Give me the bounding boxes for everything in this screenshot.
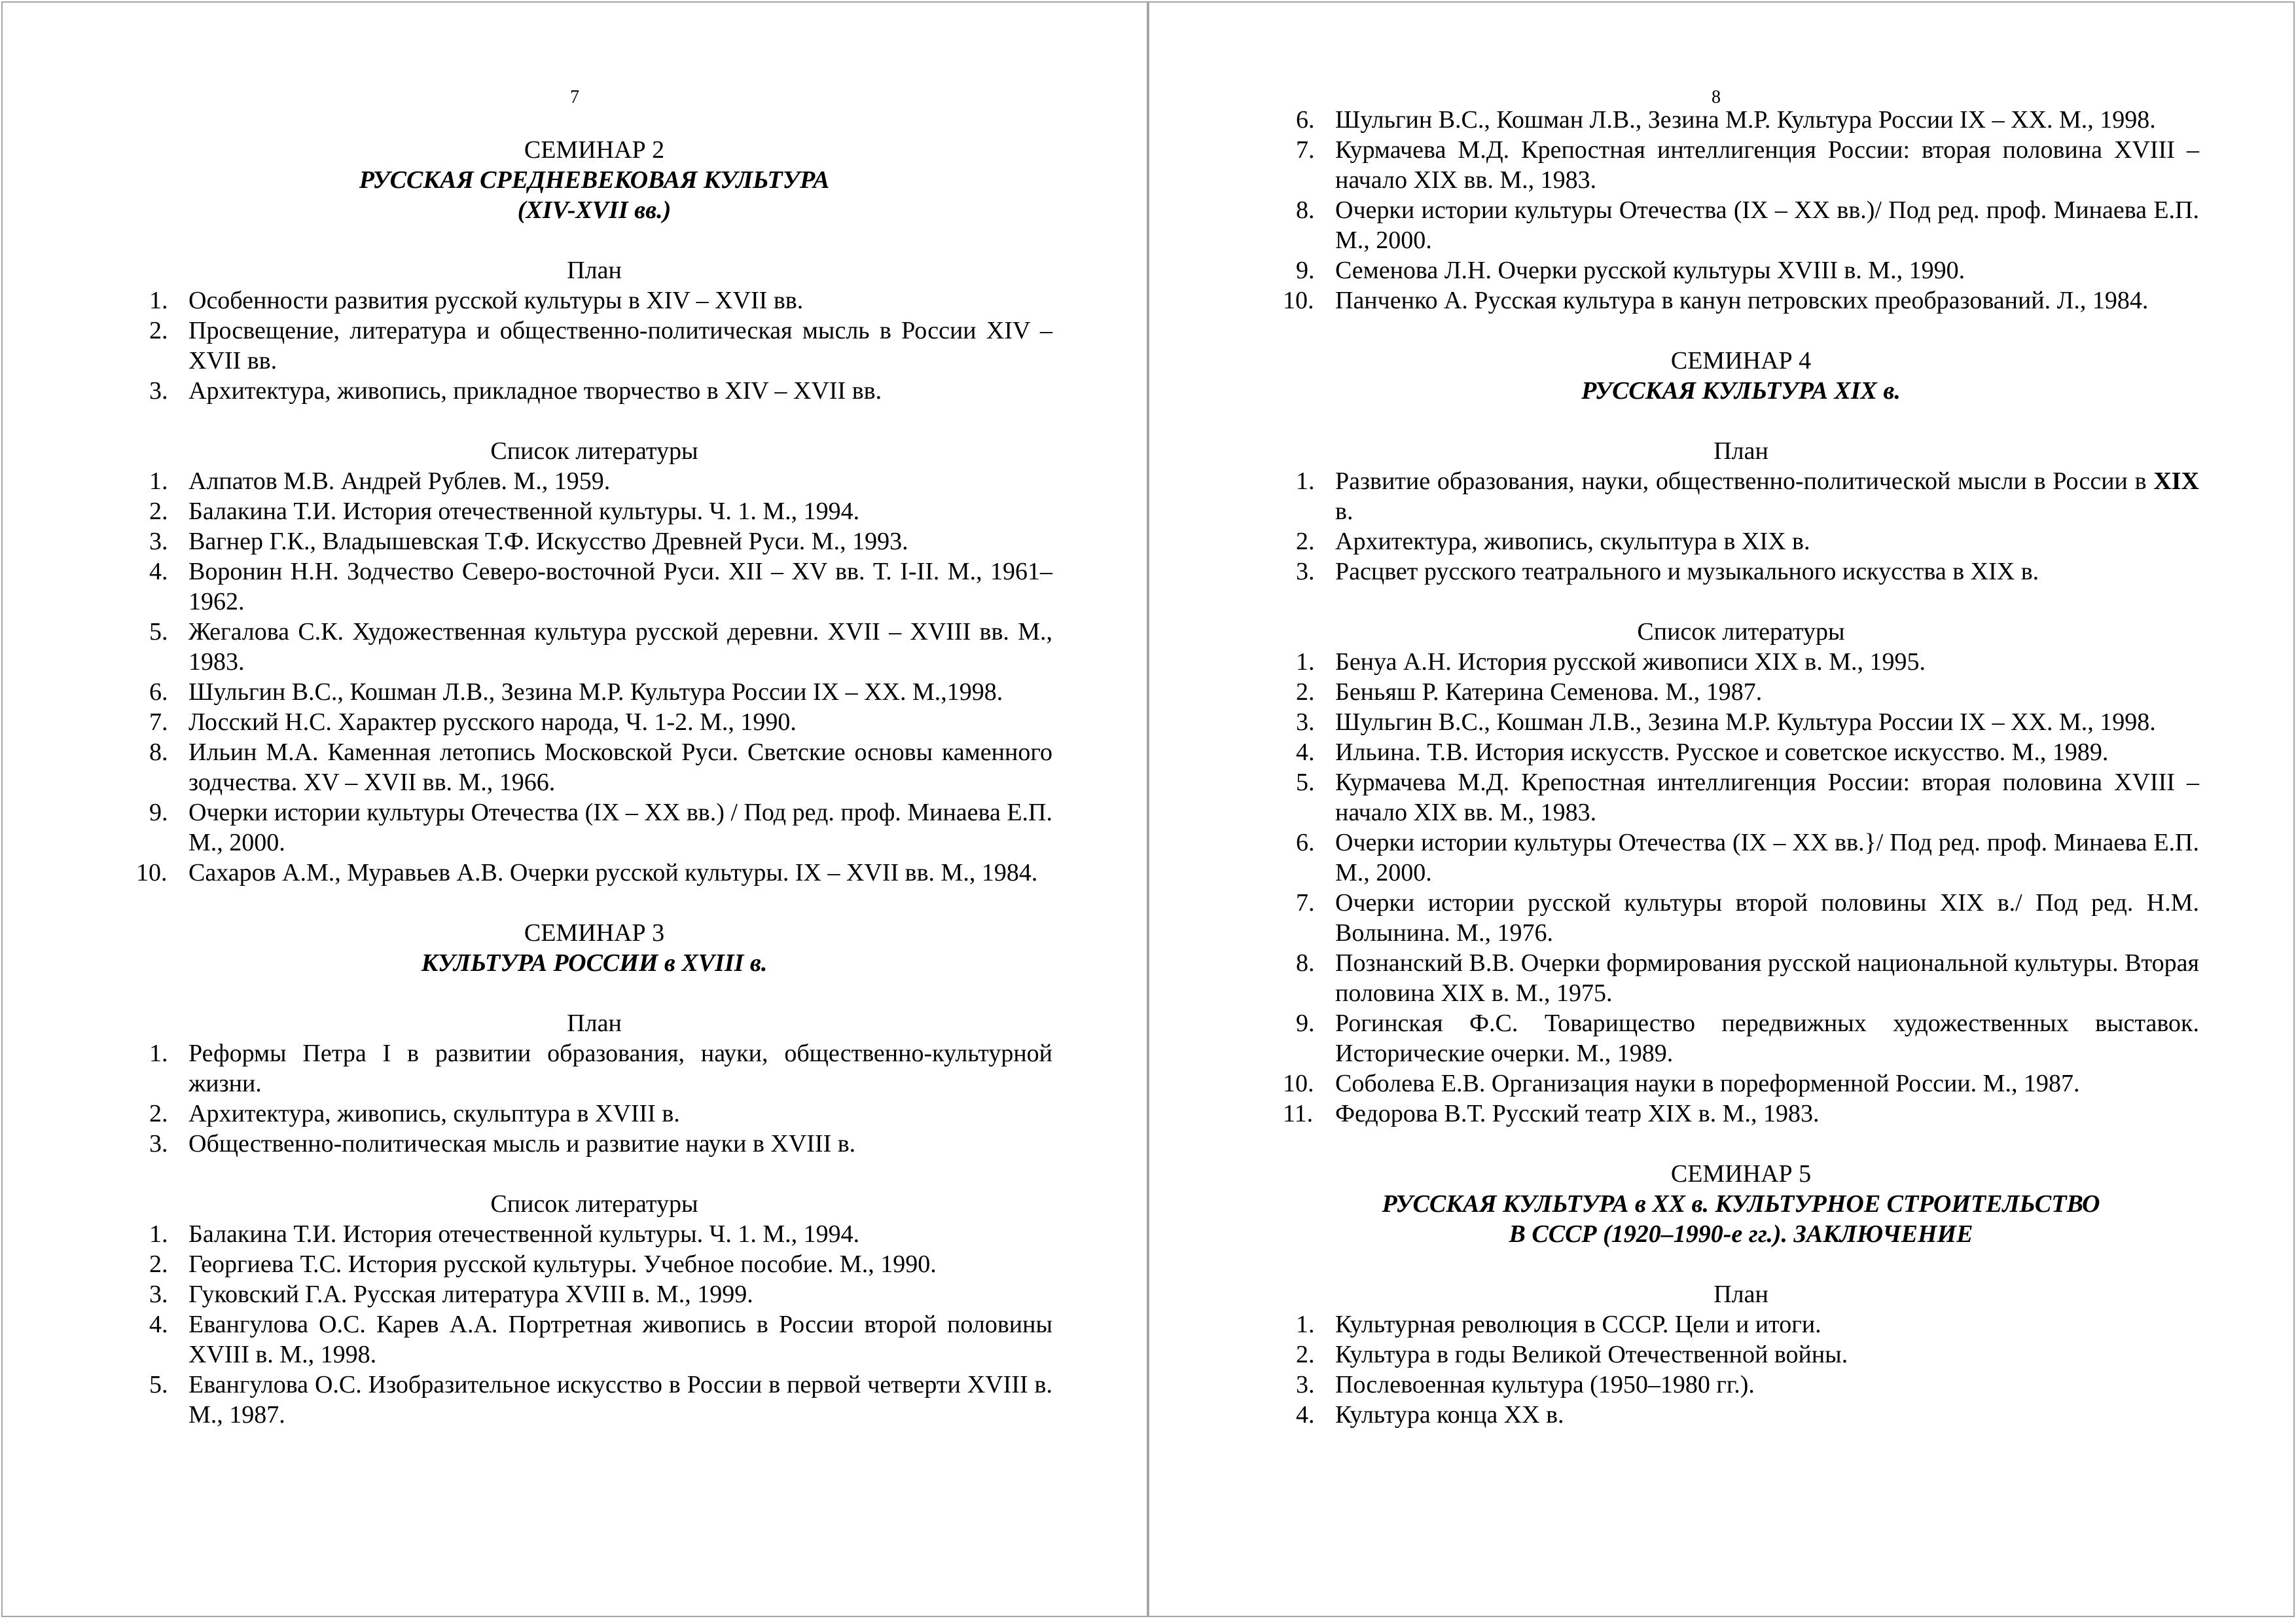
list-item (136, 858, 1052, 888)
item-text: Ильин М.А. Каменная летопись Московской Руси. Светские основы каменного зодчества. XV – XVII вв. М., 1966. (188, 739, 1052, 796)
item-text: Ильина. Т.В. История искусств. Русское и советское искусство. М., 1989. (1335, 739, 2109, 766)
seminar-heading: СЕМИНАР 5 (1670, 1160, 1812, 1188)
item-number: 4. (1296, 739, 1315, 766)
item-text: Познанский В.В. Очерки формирования русской национальной культуры. Вторая половина XIX в. М., 1975. (1335, 949, 2199, 1007)
item-text: Евангулова О.С. Изобразительное искусство в России в первой четверти XVIII в. М., 1987. (188, 1371, 1052, 1429)
item-text: Общественно-политическая мысль и развитие науки в XVIII в. (188, 1130, 856, 1158)
item-text: Очерки истории культуры Отечества (IX – XX вв.) / Под ред. проф. Минаева Е.П. М., 2000. (188, 799, 1052, 856)
item-text: Балакина Т.И. История отечественной культуры. Ч. 1. М., 1994. (188, 1220, 860, 1248)
item-text: Архитектура, живопись, прикладное творчество в XIV – XVII вв. (188, 377, 882, 405)
item-number: 3. (149, 1281, 168, 1308)
list-item (1283, 135, 2199, 195)
list-item (136, 1249, 1052, 1279)
item-text: Шульгин В.С., Кошман Л.В., Зезина М.Р. Культура России IX – XX. М.,1998. (188, 678, 1003, 706)
list-item (1283, 1400, 2199, 1430)
item-text: Вагнер Г.К., Владышевская Т.Ф. Искусство Древней Руси. М., 1993. (188, 528, 908, 555)
list-item (1283, 1068, 2199, 1099)
item-number: 8. (149, 739, 168, 766)
item-number: 4. (149, 1311, 168, 1338)
item-text: Панченко А. Русская культура в канун петровских преобразований. Л., 1984. (1335, 287, 2149, 314)
item-number: 1. (149, 287, 168, 314)
item-number: 10. (1283, 287, 1314, 314)
item-text: Федорова В.Т. Русский театр XIX в. М., 1983. (1335, 1100, 1820, 1127)
item-text: Особенности развития русской культуры в XIV – XVII вв. (188, 287, 804, 314)
item-number: 3. (1296, 1371, 1315, 1398)
item-text: Гуковский Г.А. Русская литература XVIII в. М., 1999. (188, 1281, 753, 1308)
list-item (1283, 888, 2199, 948)
literature-label: Список литературы (490, 437, 698, 465)
item-text: Архитектура, живопись, скульптура в XVIII в. (188, 1100, 680, 1127)
list-item (1283, 647, 2199, 677)
item-text: Воронин Н.Н. Зодчество Северо-восточной Руси. XII – XV вв. Т. I-II. М., 1961–1962. (188, 558, 1052, 615)
list-item (1283, 466, 2199, 526)
list-item (1283, 828, 2199, 888)
item-text: Культура конца XX в. (1335, 1401, 1564, 1429)
item-text: Шульгин В.С., Кошман Л.В., Зезина М.Р. Культура России IX – XX. М., 1998. (1335, 708, 2156, 736)
item-number: 1. (149, 467, 168, 495)
item-text: Беньяш Р. Катерина Семенова. М., 1987. (1335, 678, 1763, 706)
item-text: Реформы Петра I в развитии образования, науки, общественно-культурной жизни. (188, 1040, 1052, 1097)
item-number: 5. (1296, 769, 1315, 796)
list-item (1283, 707, 2199, 737)
list-item (136, 376, 1052, 406)
seminar-title-line1: РУССКАЯ КУЛЬТУРА в XX в. КУЛЬТУРНОЕ СТРОИТЕЛЬСТВО (1382, 1190, 2100, 1218)
plan-label: План (567, 257, 622, 284)
list-item (1283, 255, 2199, 285)
item-number: 7. (1296, 889, 1315, 917)
list-item (136, 285, 1052, 316)
item-text: Культурная революция в СССР. Цели и итоги. (1335, 1311, 1821, 1338)
seminar-title-line2: В СССР (1920–1990-е гг.). ЗАКЛЮЧЕНИЕ (1509, 1220, 1973, 1248)
item-text: Послевоенная культура (1950–1980 гг.). (1335, 1371, 1755, 1398)
list-item (136, 556, 1052, 617)
item-number: 4. (1296, 1401, 1315, 1429)
item-number: 8. (1296, 949, 1315, 977)
item-number: 1. (1296, 467, 1315, 495)
list-item (136, 707, 1052, 737)
plan-label: План (1713, 1281, 1768, 1308)
list-item (136, 1219, 1052, 1249)
bold-text: XIX (2153, 467, 2199, 495)
item-number: 2. (1296, 528, 1315, 555)
list-item (1283, 1340, 2199, 1370)
item-text: Жегалова С.К. Художественная культура русской деревни. XVII – XVIII вв. М., 1983. (188, 618, 1052, 676)
item-text: Курмачева М.Д. Крепостная интеллигенция России: вторая половина XVIII – начало XIX вв. М., 1983. (1335, 136, 2199, 194)
item-number: 5. (149, 618, 168, 646)
item-text: Очерки истории культуры Отечества (IX – XX вв.}/ Под ред. проф. Минаева Е.П. М., 2000. (1335, 829, 2199, 886)
list-item (136, 1038, 1052, 1099)
list-item (136, 737, 1052, 797)
item-number: 3. (149, 1130, 168, 1158)
plan-list (136, 1038, 1052, 1159)
item-number: 1. (1296, 1311, 1315, 1338)
plan-list (1283, 1309, 2199, 1430)
item-number: 4. (149, 558, 168, 585)
item-text: Курмачева М.Д. Крепостная интеллигенция России: вторая половина XVIII – начало XIX вв. М., 1983. (1335, 769, 2199, 826)
item-number: 2. (1296, 1341, 1315, 1368)
list-item (1283, 285, 2199, 316)
item-number: 2. (149, 1100, 168, 1127)
plan-label: План (567, 1010, 622, 1037)
item-text: Евангулова О.С. Карев А.А. Портретная живопись в России второй половины XVIII в. М., 1998. (188, 1311, 1052, 1368)
plan-label: План (1713, 437, 1768, 465)
item-text: Расцвет русского театрального и музыкального искусства в XIX в. (1335, 558, 2039, 585)
list-item (136, 677, 1052, 707)
literature-list (136, 1219, 1052, 1430)
list-item (136, 496, 1052, 526)
item-text: Развитие образования, науки, общественно-политической мысли в России в XIX в. (1335, 467, 2199, 525)
item-text: Культура в годы Великой Отечественной войны. (1335, 1341, 1848, 1368)
item-number: 1. (149, 1040, 168, 1067)
list-item (136, 1279, 1052, 1309)
list-item (1283, 526, 2199, 556)
item-number: 6. (149, 678, 168, 706)
item-text: Архитектура, живопись, скульптура в XIX в. (1335, 528, 1810, 555)
item-number: 3. (149, 377, 168, 405)
item-text: Очерки истории русской культуры второй половины XIX в./ Под ред. Н.М. Волынина. М., 1976. (1335, 889, 2199, 947)
item-number: 10. (136, 859, 168, 886)
item-text: Балакина Т.И. История отечественной культуры. Ч. 1. М., 1994. (188, 498, 860, 525)
item-number: 7. (149, 708, 168, 736)
list-item (1283, 737, 2199, 767)
item-text: Алпатов М.В. Андрей Рублев. М., 1959. (188, 467, 611, 495)
item-number: 11. (1283, 1100, 1314, 1127)
page-number: 7 (570, 87, 579, 107)
list-item (136, 526, 1052, 556)
item-text: Георгиева Т.С. История русской культуры. Учебное пособие. М., 1990. (188, 1250, 937, 1278)
item-text: Семенова Л.Н. Очерки русской культуры XVIII в. М., 1990. (1335, 257, 1965, 284)
item-number: 7. (1296, 136, 1315, 164)
item-text: Шульгин В.С., Кошман Л.В., Зезина М.Р. Культура России IX – XX. М., 1998. (1335, 106, 2156, 134)
right-page-content (1283, 105, 2199, 1430)
item-number: 2. (149, 498, 168, 525)
item-number: 1. (149, 1220, 168, 1248)
list-item (136, 797, 1052, 858)
list-item (1283, 948, 2199, 1008)
item-number: 9. (1296, 257, 1315, 284)
seminar-subtitle: (XIV-XVII вв.) (517, 196, 672, 224)
list-item (1283, 556, 2199, 587)
literature-list (136, 466, 1052, 888)
list-item (1283, 195, 2199, 255)
item-number: 9. (1296, 1010, 1315, 1037)
list-item (1283, 677, 2199, 707)
item-text: Рогинская Ф.С. Товарищество передвижных художественных выставок. Исторические очерки. М., 1989. (1335, 1010, 2199, 1067)
item-number: 5. (149, 1371, 168, 1398)
list-item (136, 1370, 1052, 1430)
item-number: 2. (1296, 678, 1315, 706)
list-item (136, 1099, 1052, 1129)
seminar-heading: СЕМИНАР 3 (524, 919, 665, 947)
list-item (136, 1309, 1052, 1370)
literature-label: Список литературы (490, 1190, 698, 1218)
item-number: 6. (1296, 106, 1315, 134)
item-number: 1. (1296, 648, 1315, 676)
list-item (136, 466, 1052, 496)
item-number: 8. (1296, 196, 1315, 224)
item-number: 3. (149, 528, 168, 555)
item-number: 6. (1296, 829, 1315, 856)
literature-list (1283, 647, 2199, 1129)
item-text: Лосский Н.С. Характер русского народа, Ч. 1-2. М., 1990. (188, 708, 797, 736)
item-number: 10. (1283, 1070, 1314, 1097)
item-text: Бенуа А.Н. История русской живописи XIX в. М., 1995. (1335, 648, 1926, 676)
item-number: 2. (149, 1250, 168, 1278)
plan-list (1283, 466, 2199, 587)
plan-list (136, 285, 1052, 406)
item-number: 9. (149, 799, 168, 826)
seminar-title: РУССКАЯ СРЕДНЕВЕКОВАЯ КУЛЬТУРА (359, 166, 830, 194)
list-item (136, 1129, 1052, 1159)
item-text: Просвещение, литература и общественно-политическая мысль в России XIV – XVII вв. (188, 317, 1052, 374)
list-item (1283, 767, 2199, 828)
list-item (1283, 1099, 2199, 1129)
item-number: 3. (1296, 558, 1315, 585)
item-text: Соболева Е.В. Организация науки в пореформенной России. М., 1987. (1335, 1070, 2080, 1097)
page-number: 8 (1712, 87, 1721, 107)
list-item (136, 617, 1052, 677)
list-item (1283, 1309, 2199, 1340)
list-item (1283, 105, 2199, 135)
item-number: 3. (1296, 708, 1315, 736)
seminar-title: РУССКАЯ КУЛЬТУРА XIX в. (1581, 377, 1901, 405)
left-page-content (136, 135, 1052, 1430)
literature-list-continued (1283, 105, 2199, 316)
seminar-heading: СЕМИНАР 2 (524, 136, 665, 164)
list-item (1283, 1008, 2199, 1068)
literature-label: Список литературы (1637, 618, 1845, 646)
seminar-title: КУЛЬТУРА РОССИИ в XVIII в. (421, 949, 768, 977)
item-text: Очерки истории культуры Отечества (IX – XX вв.)/ Под ред. проф. Минаева Е.П. М., 2000. (1335, 196, 2199, 254)
item-number: 2. (149, 317, 168, 344)
item-text: Сахаров А.М., Муравьев А.В. Очерки русской культуры. IX – XVII вв. М., 1984. (188, 859, 1038, 886)
list-item (136, 316, 1052, 376)
seminar-heading: СЕМИНАР 4 (1670, 347, 1812, 374)
list-item (1283, 1370, 2199, 1400)
